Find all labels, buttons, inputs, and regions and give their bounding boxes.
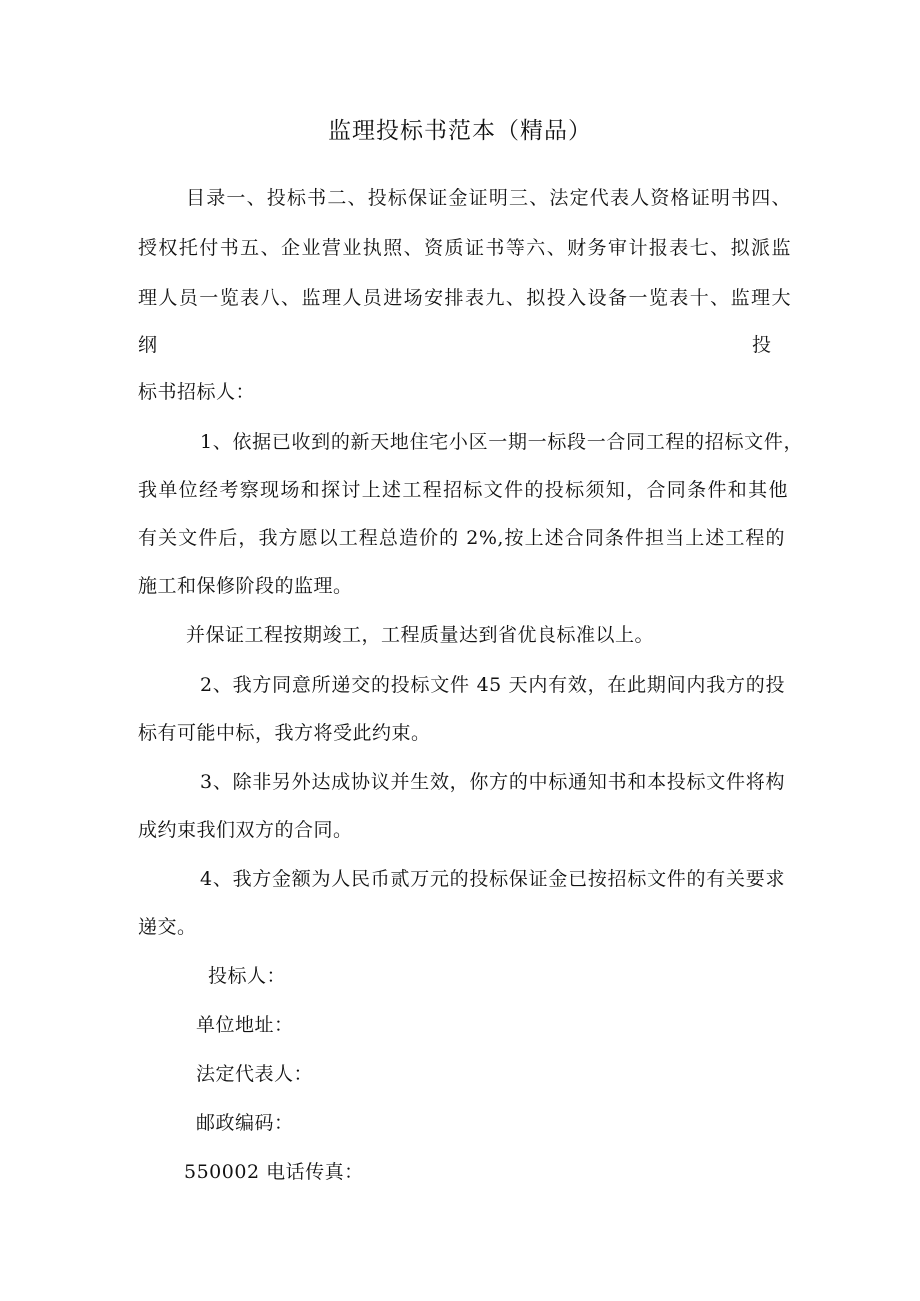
paragraph-line: 3、除非另外达成协议并生效，你方的中标通知书和本投标文件将构 (200, 771, 785, 793)
bidder-label: 投标人： (208, 965, 287, 987)
toc-line: 纲 (138, 334, 158, 356)
toc-line: 投 (752, 334, 772, 356)
toc-line: 目录一、投标书二、投标保证金证明三、法定代表人资格证明书四、 (186, 187, 791, 209)
paragraph-line: 2、我方同意所递交的投标文件 45 天内有效，在此期间内我方的投 (200, 674, 785, 696)
legal-rep-label: 法定代表人： (196, 1063, 314, 1085)
phone-fax-label: 550002 电话传真： (184, 1161, 364, 1183)
paragraph-line: 有关文件后，我方愿以工程总造价的 2%,按上述合同条件担当上述工程的 (138, 527, 785, 549)
paragraph-line: 标有可能中标，我方将受此约束。 (138, 722, 431, 744)
document-title: 监理投标书范本（精品） (328, 118, 592, 144)
paragraph-line: 4、我方金额为人民币贰万元的投标保证金已按招标文件的有关要求 (200, 868, 785, 890)
toc-line: 理人员一览表八、监理人员进场安排表九、拟投入设备一览表十、监理大 (138, 287, 791, 309)
paragraph-line: 施工和保修阶段的监理。 (138, 575, 353, 597)
toc-line: 授权托付书五、企业营业执照、资质证书等六、财务审计报表七、拟派监 (138, 237, 791, 259)
paragraph-line: 我单位经考察现场和探讨上述工程招标文件的投标须知，合同条件和其他 (138, 479, 788, 501)
paragraph-line: 1、依据已收到的新天地住宅小区一期一标段一合同工程的招标文件， (200, 431, 803, 453)
paragraph-line: 成约束我们双方的合同。 (138, 819, 353, 841)
postcode-label: 邮政编码： (196, 1112, 294, 1134)
paragraph-line: 并保证工程按期竣工，工程质量达到省优良标准以上。 (186, 624, 655, 646)
toc-line: 标书招标人： (138, 381, 256, 403)
address-label: 单位地址： (196, 1014, 294, 1036)
paragraph-line: 递交。 (138, 916, 197, 938)
